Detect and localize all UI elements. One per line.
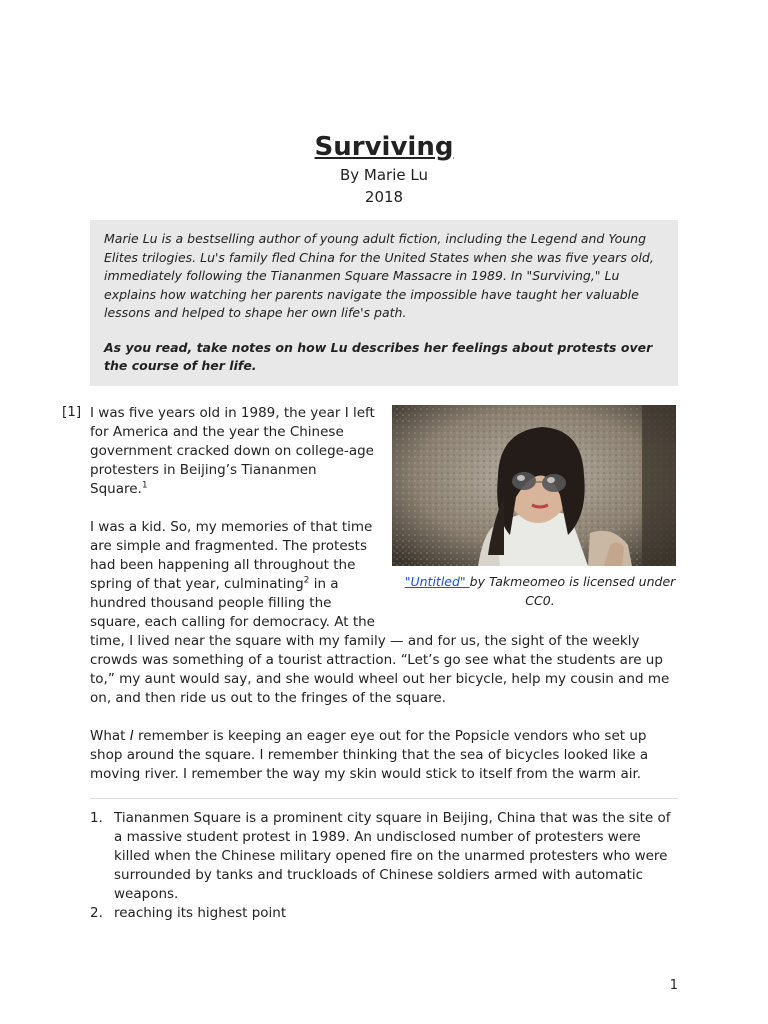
paragraph-3-text-b: remember is keeping an eager eye out for the Popsicle vendors who set up shop around the square. I remember thinking that the sea of bicycles looked like a moving river. I remember the way my skin would stick to itself from the warm air. <box>90 728 649 782</box>
title-block <box>0 130 768 208</box>
paragraph-number: [1] <box>62 404 82 420</box>
footnote-number: 1. <box>90 810 103 826</box>
footnote-number: 2. <box>90 905 103 921</box>
footnote-divider <box>90 798 678 799</box>
paragraph-3-text-a: What <box>90 728 130 744</box>
paragraph-2-text-b: in a hundred thousand people filling the square, each calling for democracy. At the time, I lived near the square with my family — and for us, the sight of the weekly crowds was something of a tourist attraction. “Let’s go see what the students are up to,” my aunt would say, and she would wheel out her bicycle, help my cousin and me on, and then ride us out to the fringes of the square. <box>90 576 670 706</box>
year-line: 2018 <box>364 188 404 206</box>
paragraph-3 <box>90 727 680 784</box>
footnote-ref-2[interactable]: 2 <box>303 575 310 586</box>
page-number: 1 <box>669 978 678 993</box>
intro-box <box>90 220 678 386</box>
footnote-ref-1[interactable]: 1 <box>141 480 148 491</box>
photo-image <box>392 405 676 566</box>
reading-prompt: As you read, take notes on how Lu describes her feelings about protests over the course of her life. <box>104 339 653 373</box>
figure-caption <box>390 572 690 610</box>
footnote-item <box>90 809 680 904</box>
paragraph-2-text-a: I was a kid. So, my memories of that time are simple and fragmented. The protests had been happening all throughout the spring of that year, culminating <box>90 519 373 592</box>
figure <box>390 405 690 610</box>
article-body <box>90 404 680 803</box>
footnote-item <box>90 904 680 923</box>
paragraph-1-text: I was five years old in 1989, the year I left for America and the year the Chinese government cracked down on college-age protesters in Beijing’s Tiananmen Square. <box>90 405 375 497</box>
footnote-text: reaching its highest point <box>114 905 287 921</box>
paragraph-3-emphasis: I <box>129 728 134 744</box>
footnotes-list <box>90 809 680 923</box>
caption-link[interactable]: "Untitled" <box>404 574 470 589</box>
author-line: By Marie Lu <box>339 166 428 184</box>
footnote-text: Tiananmen Square is a prominent city square in Beijing, China that was the site of a massive student protest in 1989. An undisclosed number of protesters were killed when the Chinese military opened fire on the unarmed protesters who were surrounded by tanks and truckloads of Chinese soldiers armed with automatic weapons. <box>114 810 671 902</box>
caption-credit: by Takmeomeo is licensed under CC0. <box>469 574 676 608</box>
page-title: Surviving <box>314 132 454 162</box>
intro-text: Marie Lu is a bestselling author of young adult fiction, including the Legend and Young Elites trilogies. Lu's family fled China for the United States when she was five years old, immediately following the Tiananmen Square Massacre in 1989. In "Surviving," Lu explains how watching her parents navigate the impossible have taught her valuable lessons and helped to shape her own life's path. <box>104 231 654 320</box>
